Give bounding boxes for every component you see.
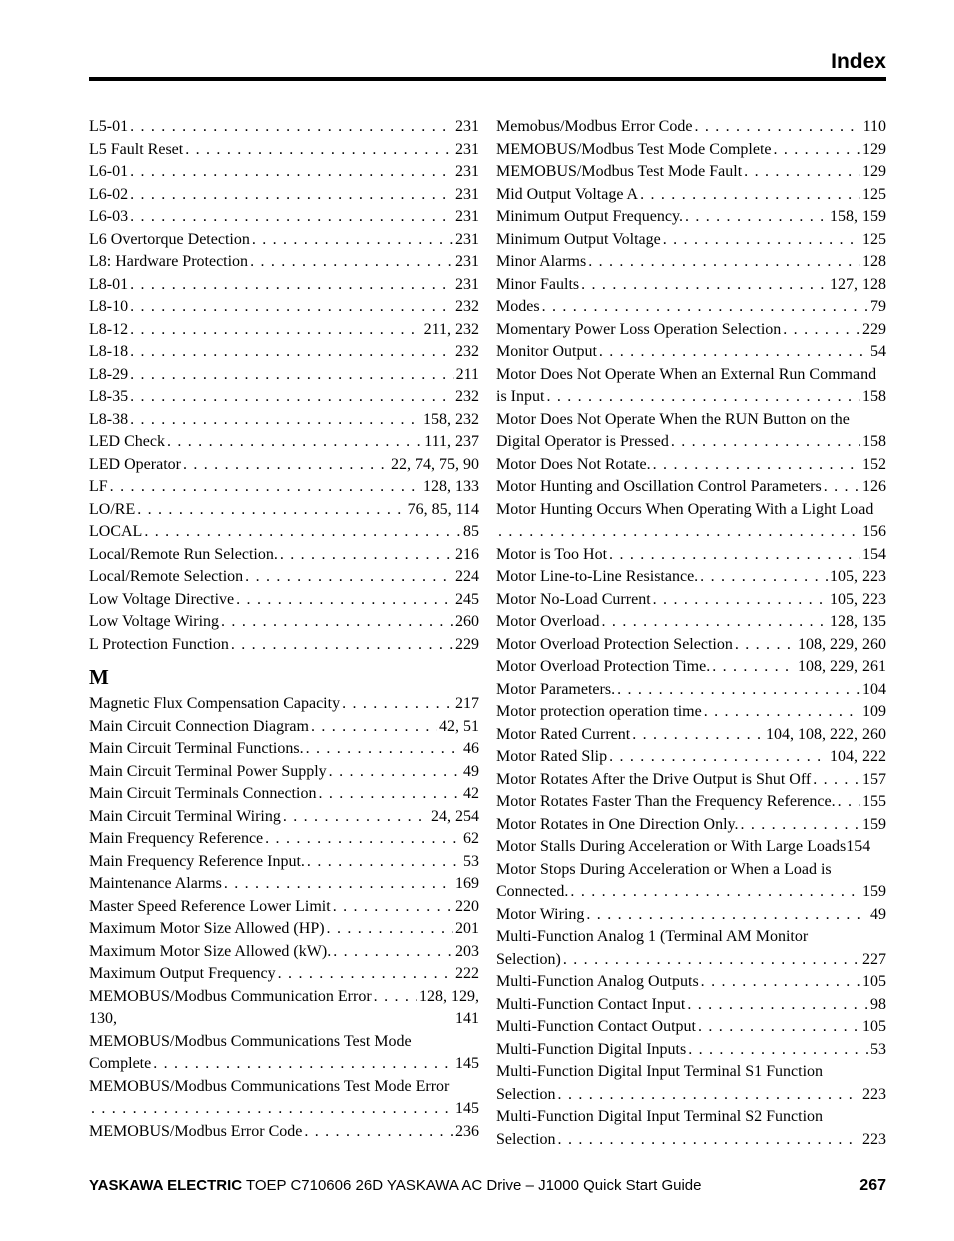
index-entry	[89, 476, 479, 499]
index-entry	[89, 454, 479, 477]
entry-text: Local/Remote Run Selection.	[89, 545, 278, 563]
entry-text: L6 Overtorque Detection	[89, 230, 250, 248]
entry-text: Monitor Output	[496, 343, 597, 360]
index-entry	[496, 589, 886, 612]
section-letter-m: M	[89, 665, 109, 689]
index-entry	[89, 341, 479, 364]
entry-text: Maximum Output Frequency	[89, 965, 276, 982]
entry-text-continued: Selection)	[496, 950, 561, 968]
entry-pages: 105	[862, 973, 886, 990]
entry-pages: 145	[455, 1055, 479, 1072]
entry-pages: 54	[870, 343, 886, 360]
index-entry	[496, 656, 886, 679]
index-entry	[89, 499, 479, 522]
entry-text: Motor Overload Protection Selection	[496, 635, 733, 653]
index-entry	[89, 873, 479, 896]
entry-pages: 128, 135	[830, 613, 886, 630]
entry-pages: 152	[862, 455, 886, 473]
entry-text: Motor No-Load Current	[496, 590, 651, 608]
entry-text: Mid Output Voltage A	[496, 185, 639, 203]
entry-pages: 201	[455, 920, 479, 937]
entry-text: MEMOBUS/Modbus Error Code	[89, 1122, 303, 1140]
entry-text: Motor Stops During Acceleration or When a Load is	[496, 860, 832, 878]
entry-pages: 42, 51	[439, 717, 479, 735]
entry-pages: 159	[862, 815, 886, 833]
entry-text: Low Voltage Wiring	[89, 613, 220, 630]
index-group-l	[89, 116, 479, 656]
entry-pages: 24, 254	[431, 807, 479, 825]
entry-pages: 22, 74, 75, 90	[391, 455, 479, 473]
index-entry	[496, 904, 886, 927]
entry-text: Minor Faults	[496, 275, 580, 293]
entry-pages: 223	[862, 1130, 886, 1148]
entry-pages: 104, 222	[830, 748, 886, 765]
entry-text: Modes	[496, 298, 540, 315]
entry-pages: 128, 129,	[419, 987, 479, 1005]
index-entry	[496, 769, 886, 792]
index-entry	[496, 476, 886, 499]
entry-pages: 53	[463, 852, 479, 870]
entry-pages: 154	[846, 838, 871, 855]
index-entry	[89, 783, 479, 806]
entry-text-continued: Complete	[89, 1055, 152, 1072]
entry-text: Motor is Too Hot	[496, 545, 608, 563]
entry-text: MEMOBUS/Modbus Communication Error	[89, 987, 372, 1005]
index-entry	[496, 116, 886, 139]
entry-text: L8-38	[89, 410, 129, 428]
index-entry	[89, 828, 479, 851]
entry-pages: 156	[862, 523, 886, 540]
index-entry	[496, 139, 886, 162]
entry-text: L8: Hardware Protection	[89, 253, 249, 270]
index-entry	[89, 161, 479, 184]
entry-text: Multi-Function Analog 1 (Terminal AM Monitor	[496, 928, 809, 945]
entry-text: Main Circuit Terminals Connection	[89, 785, 317, 802]
index-entry	[496, 926, 886, 971]
index-entry	[89, 431, 479, 454]
entry-pages: 211, 232	[423, 320, 479, 338]
entry-text: Motor Hunting and Oscillation Control Parameters	[496, 478, 822, 495]
entry-pages: 229	[862, 320, 886, 338]
index-entry	[89, 1031, 479, 1076]
entry-text: L Protection Function	[89, 635, 229, 653]
index-entry	[89, 319, 479, 342]
index-entry	[496, 679, 886, 702]
entry-text: Main Circuit Connection Diagram	[89, 717, 309, 735]
page-footer	[89, 1177, 886, 1195]
entry-text: Motor Rotates in One Direction Only.	[496, 815, 739, 833]
page-title: Index	[831, 50, 886, 73]
entry-pages: 105	[862, 1018, 886, 1035]
index-entry	[496, 971, 886, 994]
entry-pages: 211	[455, 365, 479, 383]
entry-text: Multi-Function Digital Input Terminal S2 Function	[496, 1108, 824, 1125]
entry-pages: 158, 232	[423, 410, 479, 428]
entry-pages: 222	[455, 965, 479, 982]
entry-text: Momentary Power Loss Operation Selection	[496, 320, 782, 338]
entry-pages: 158, 159	[830, 208, 886, 225]
entry-text: Motor Does Not Operate When an External Run Command	[496, 365, 877, 383]
entry-text: LED Operator	[89, 455, 181, 473]
entry-pages: 232	[455, 388, 479, 405]
index-group	[496, 454, 886, 499]
entry-text: Low Voltage Directive	[89, 590, 235, 608]
index-entry	[496, 499, 886, 544]
index-entry	[496, 1016, 886, 1039]
entry-pages: 126	[862, 478, 886, 495]
entry-pages: 85	[463, 523, 479, 540]
entry-text: Multi-Function Digital Input Terminal S1 Function	[496, 1063, 824, 1080]
index-entry	[89, 634, 479, 657]
index-entry	[89, 941, 479, 964]
index-entry	[496, 251, 886, 274]
entry-text: Multi-Function Analog Outputs	[496, 973, 699, 990]
entry-pages: 105, 223	[830, 568, 886, 585]
entry-text: MEMOBUS/Modbus Test Mode Fault	[496, 163, 743, 180]
entry-pages: 128, 133	[423, 478, 479, 495]
entry-pages: 260	[455, 613, 479, 630]
entry-pages: 245	[455, 590, 479, 608]
index-group	[496, 971, 886, 1061]
entry-text: Multi-Function Contact Output	[496, 1018, 696, 1035]
entry-text: Memobus/Modbus Error Code	[496, 118, 693, 135]
entry-text: Motor Overload	[496, 613, 600, 630]
entry-text: Motor Hunting Occurs When Operating With a Light Load	[496, 500, 874, 518]
entry-pages: 104	[862, 680, 886, 698]
entry-text: Main Circuit Terminal Wiring	[89, 807, 281, 825]
entry-text: MEMOBUS/Modbus Communications Test Mode	[89, 1032, 412, 1050]
entry-pages: 46	[463, 740, 479, 757]
entry-text: L6-03	[89, 208, 129, 225]
entry-text: L8-18	[89, 343, 129, 360]
entry-text: Multi-Function Contact Input	[496, 995, 686, 1013]
entry-pages: 53	[870, 1040, 886, 1058]
entry-pages: 145	[455, 1100, 479, 1117]
index-entry	[496, 1061, 886, 1106]
entry-pages: 231	[455, 118, 479, 135]
footer-doc-title: TOEP C710606 26D YASKAWA AC Drive – J1000 Quick Start Guide	[245, 1177, 702, 1194]
entry-pages: 169	[455, 875, 479, 892]
entry-text: LOCAL	[89, 523, 143, 540]
index-entry	[496, 544, 886, 567]
entry-text: L8-10	[89, 298, 129, 315]
entry-text: Motor protection operation time	[496, 703, 702, 720]
entry-text: L5-01	[89, 118, 129, 135]
index-group	[496, 116, 886, 364]
entry-text: Multi-Function Digital Inputs	[496, 1040, 687, 1058]
index-entry	[89, 1076, 479, 1121]
entry-text-continued: Selection	[496, 1130, 556, 1148]
entry-pages: 231	[455, 275, 479, 293]
index-entry	[89, 918, 479, 941]
entry-pages: 141	[455, 1010, 479, 1027]
index-column-right	[496, 116, 886, 1151]
index-entry	[89, 851, 479, 874]
index-entry	[89, 251, 479, 274]
index-entry	[89, 1121, 479, 1144]
index-entry	[89, 589, 479, 612]
entry-pages: 79	[870, 298, 886, 315]
entry-pages: 216	[455, 545, 479, 563]
entry-pages: 231	[455, 230, 479, 248]
entry-pages: 129	[862, 163, 886, 180]
entry-pages: 98	[870, 995, 886, 1013]
entry-pages: 104, 108, 222, 260	[766, 725, 886, 743]
header-rule	[89, 77, 886, 81]
index-entry	[89, 693, 479, 716]
entry-text: Magnetic Flux Compensation Capacity	[89, 695, 341, 712]
entry-text-continued: Digital Operator is Pressed	[496, 433, 669, 450]
entry-pages: 49	[463, 762, 479, 780]
entry-pages: 224	[455, 568, 479, 585]
entry-text: Motor Overload Protection Time.	[496, 658, 711, 675]
index-entry	[496, 229, 886, 252]
entry-text: Maintenance Alarms	[89, 875, 222, 892]
index-entry	[496, 1106, 886, 1151]
entry-text: Maximum Motor Size Allowed (HP)	[89, 920, 325, 937]
entry-pages: 223	[862, 1085, 886, 1103]
entry-pages: 158	[862, 433, 886, 450]
index-entry	[496, 319, 886, 342]
index-entry	[89, 986, 479, 1031]
entry-text: L8-01	[89, 275, 129, 293]
index-entry	[89, 566, 479, 589]
index-entry	[89, 521, 479, 544]
index-entry	[496, 206, 886, 229]
index-entry	[496, 409, 886, 454]
entry-pages: 62	[463, 830, 479, 847]
index-entry	[496, 746, 886, 769]
entry-text: LED Check	[89, 433, 165, 450]
entry-text: Local/Remote Selection	[89, 568, 244, 585]
entry-text: LF	[89, 478, 108, 495]
entry-pages: 129	[862, 140, 886, 158]
index-entry	[89, 738, 479, 761]
index-entry	[496, 566, 886, 589]
entry-text: Maximum Motor Size Allowed (kW).	[89, 942, 332, 960]
entry-text: L8-12	[89, 320, 129, 338]
index-entry	[496, 341, 886, 364]
entry-pages: 227	[862, 950, 886, 968]
entry-pages: 108, 229, 260	[798, 635, 886, 653]
index-entry	[496, 184, 886, 207]
entry-text: Motor Rotates After the Drive Output is Shut Off	[496, 770, 812, 788]
index-entry	[89, 206, 479, 229]
index-entry	[496, 791, 886, 814]
index-entry	[89, 386, 479, 409]
entry-pages: 217	[455, 695, 479, 712]
entry-text: Minimum Output Frequency.	[496, 208, 683, 225]
entry-pages: 232	[455, 298, 479, 315]
entry-text-continued: 130,	[89, 1010, 117, 1027]
index-entry	[89, 716, 479, 739]
entry-text: L5 Fault Reset	[89, 140, 184, 158]
entry-text: Motor Stalls During Acceleration or With Large Loads	[496, 838, 847, 855]
entry-pages: 154	[862, 545, 886, 563]
entry-pages: 125	[862, 230, 886, 248]
entry-pages: 42	[463, 785, 479, 802]
index-entry	[89, 761, 479, 784]
entry-text-continued: Connected.	[496, 883, 569, 900]
entry-pages: 125	[862, 185, 886, 203]
entry-text: Minimum Output Voltage	[496, 230, 661, 248]
entry-pages: 155	[862, 793, 886, 810]
entry-pages: 236	[455, 1122, 479, 1140]
entry-text: Motor Does Not Rotate.	[496, 455, 651, 473]
entry-text: Motor Rated Slip	[496, 748, 608, 765]
entry-text-continued: Selection	[496, 1085, 556, 1103]
index-entry	[89, 544, 479, 567]
entry-pages: 76, 85, 114	[407, 500, 479, 518]
entry-text: Motor Parameters.	[496, 680, 616, 698]
entry-pages: 231	[455, 185, 479, 203]
entry-pages: 231	[455, 208, 479, 225]
index-entry	[89, 139, 479, 162]
index-group	[496, 544, 886, 837]
entry-text: LO/RE	[89, 500, 136, 518]
entry-text: Minor Alarms	[496, 253, 587, 270]
index-entry	[496, 634, 886, 657]
entry-pages: 158	[862, 388, 886, 405]
entry-text: MEMOBUS/Modbus Test Mode Complete	[496, 140, 772, 158]
index-entry	[496, 161, 886, 184]
index-entry	[496, 994, 886, 1017]
entry-text: Main Circuit Terminal Power Supply	[89, 762, 327, 780]
index-entry	[89, 364, 479, 387]
entry-pages: 231	[455, 253, 479, 270]
index-entry	[89, 806, 479, 829]
index-entry	[89, 184, 479, 207]
entry-text: Motor Wiring	[496, 905, 585, 923]
entry-pages: 159	[862, 883, 886, 900]
entry-pages: 110	[862, 118, 886, 135]
entry-text: L8-29	[89, 365, 129, 383]
entry-pages: 105, 223	[830, 590, 886, 608]
entry-text-continued: is Input	[496, 388, 545, 405]
index-entry	[89, 611, 479, 634]
index-entry	[496, 611, 886, 634]
entry-text: L6-02	[89, 185, 129, 203]
index-entry	[496, 274, 886, 297]
index-entry	[89, 229, 479, 252]
index-entry	[496, 814, 886, 837]
entry-pages: 109	[862, 703, 886, 720]
index-entry	[496, 701, 886, 724]
entry-pages: 203	[455, 942, 479, 960]
entry-text: Main Frequency Reference Input.	[89, 852, 305, 870]
index-entry	[496, 454, 886, 477]
entry-pages: 127, 128	[830, 275, 886, 293]
entry-pages: 231	[455, 140, 479, 158]
entry-text: Motor Line-to-Line Resistance.	[496, 568, 699, 585]
entry-text: Motor Rotates Faster Than the Frequency Reference.	[496, 793, 836, 810]
index-entry	[496, 364, 886, 409]
entry-text: L6-01	[89, 163, 129, 180]
entry-pages: 111, 237	[424, 433, 479, 450]
index-entry	[496, 296, 886, 319]
entry-pages: 49	[870, 905, 886, 923]
entry-pages: 128	[862, 253, 886, 270]
index-column-left	[89, 116, 479, 1143]
footer-brand: YASKAWA ELECTRIC	[89, 1177, 243, 1194]
entry-text: MEMOBUS/Modbus Communications Test Mode Error	[89, 1077, 450, 1095]
index-group-m	[89, 693, 479, 986]
entry-pages: 108, 229, 261	[798, 658, 886, 675]
page-number: 267	[859, 1177, 886, 1194]
entry-text: Motor Rated Current	[496, 725, 631, 743]
index-entry	[89, 116, 479, 139]
entry-pages: 220	[455, 897, 479, 915]
entry-text: Main Circuit Terminal Functions.	[89, 740, 304, 757]
index-entry	[496, 724, 886, 747]
index-entry	[496, 1039, 886, 1062]
entry-pages: 231	[455, 163, 479, 180]
entry-text: Motor Does Not Operate When the RUN Button on the	[496, 410, 850, 428]
index-entry	[89, 963, 479, 986]
entry-pages: 232	[455, 343, 479, 360]
index-entry	[89, 409, 479, 432]
entry-text: Main Frequency Reference	[89, 830, 264, 847]
index-entry	[496, 859, 886, 904]
index-entry	[89, 274, 479, 297]
index-entry	[89, 896, 479, 919]
index-entry	[89, 296, 479, 319]
index-entry	[496, 836, 886, 859]
entry-pages: 229	[455, 635, 479, 653]
entry-text: L8-35	[89, 388, 129, 405]
entry-text: Master Speed Reference Lower Limit	[89, 897, 331, 915]
entry-pages: 157	[862, 770, 886, 788]
